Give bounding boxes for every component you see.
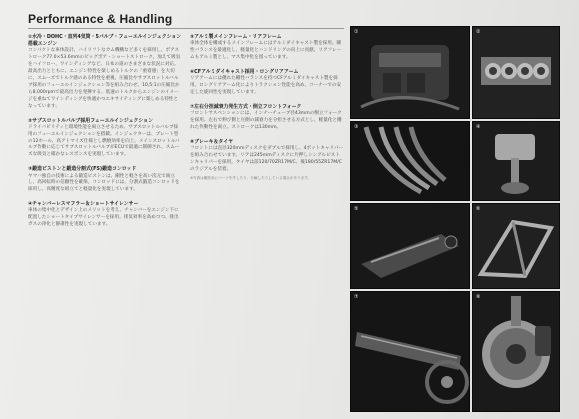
photo-piston — [472, 121, 560, 201]
title-divider — [28, 28, 344, 29]
section-heading: ④チャンバーレスマフラー＆ショートサイレンサー — [28, 201, 139, 208]
footnote: ※写真は撮影用にパーツを外したり、分解したりしている場合があります。 — [190, 175, 312, 180]
section-heading: ⑦左右分担減衰力発生方式・倒立フロントフォーク — [190, 103, 302, 110]
text-column-left — [28, 34, 182, 236]
photo-number: ② — [476, 29, 481, 35]
section-body: ドライバビリティと環境性能を両立させるため、サブスロットルバルブ採用のフューエルインジェクションを搭載。インジェクターは、プレート型の12ホール、高アトマイズ仕様とし燃焼効率を向上。メインスロットルバルブ作動に応じてサブスロットルバルブがECUで最適に制御され、スムーズな吸気と確かなレスポンスを実現しています。 — [28, 124, 180, 158]
photo-number: ⑥ — [476, 206, 481, 212]
photo-exhaust-headers — [350, 121, 470, 201]
section-body: リアアームには優れた剛性バランスを持つCFアルミダイキャスト製を採用。ロングリアアーム化によりトラクション性能を高め、コーナーでの安定した旋回性を実現しています。 — [190, 76, 342, 95]
section-front-fork — [190, 104, 344, 132]
section-brake-tire — [190, 139, 344, 181]
page-title: Performance & Handling — [28, 12, 173, 26]
photo-throttle-bodies — [472, 26, 560, 119]
section-body: 車体の集中化とデザイン上のメリットを考え、チャンバーをエンジン下に配置したショートタイプサイレンサーを採用。排気効率を高めつつ、排出ガスの浄化と静粛性を実現しています。 — [28, 208, 179, 228]
photo-brake-disc — [472, 291, 560, 412]
photo-number: ⑤ — [354, 206, 359, 212]
section-heading: ①水冷・DOHC・直列4気筒・5バルブ・フューエルインジェクション搭載エンジン — [28, 34, 182, 48]
photo-rear-arm — [350, 291, 470, 412]
section-heading: ③鍛造ピストンと鍛造分割式(FS)鍛造コンロッド — [28, 166, 137, 173]
photo-number: ① — [354, 29, 359, 35]
section-engine — [28, 34, 182, 111]
photo-grid — [350, 26, 558, 410]
section-body: コンパクトな車体設計、ハイリフトなカム機構など多くを採用し、ボアストローク77.0×53.6mmのビッグボア・ショートストローク。加えて吸気をハイフロー、ワインディングなど、日本の道のさまざまな状況に対応。最高出力とともに、エンジン特性を楽しめるトルクの「重着感」を大切に、スムーズでトルク感のある特性を重視。圧縮比やサブスロットルバルブ採用のフューエルインジェクション等を組み合わせ、10,5:1の圧縮比から8,000rpmで最高出力を発揮する。低速のトルクからエンジンのイメージを重ねてワインディングを快適かつエキサイティングに楽しめる特性となっています。 — [28, 48, 181, 109]
section-heading: ⑤アルミ製メインフレーム・リアフレーム — [190, 34, 282, 40]
photo-number: ⑧ — [476, 294, 481, 300]
section-heading: ②サブスロットルバルブ採用フューエルインジェクション — [28, 117, 153, 124]
photo-number: ③ — [354, 124, 359, 130]
section-body: ヤマハ独自の技術による鍛造ピストンは、剛性と軽さを高い次元で両立し、高回転時の信頼性を確保。コンロッドには、分割式鍛造コンロッドを採用し、高精度な組立てと軽量化を実現しています。 — [28, 173, 180, 193]
photo-number: ④ — [476, 124, 481, 130]
section-frame — [190, 34, 344, 62]
photo-frame — [472, 203, 560, 289]
section-fuel-injection — [28, 118, 182, 160]
section-heading: ⑥CFアルミダイキャスト採用・ロングリアアーム — [190, 68, 299, 75]
section-body: フロントには直径320mmディスクをダブルで採用し、4ポットキャリパーを組み合わせています。リアは245mmディスクに片押しシングルピストンキャリパーを採用。タイヤは前120/70ZR17M/C、後180/55ZR17M/Cのラジアルを装着。 — [190, 145, 344, 172]
photo-number: ⑦ — [354, 294, 359, 300]
text-column-right — [190, 34, 344, 188]
section-muffler — [28, 201, 182, 229]
section-piston — [28, 166, 182, 194]
section-heading: ⑧ブレーキ＆タイヤ — [190, 138, 233, 145]
section-body: 車体全体を構成するメインフレームにはアルミダイキャスト製を採用。剛性バランスを最適化し、軽量化とハンドリングの向上に貢献。リアフレームもアルミ製とし、マス集中化を図っています。 — [190, 41, 342, 61]
photo-muffler — [350, 203, 470, 289]
section-body: フロントサスペンションには、インナーチューブ径43mmの倒立フォークを採用。左右で伸び側と圧側の減衰力を分担させる方式とし、軽量化と優れた作動性を両立。ストロークは130mm。 — [190, 111, 342, 130]
photo-engine — [350, 26, 470, 119]
section-rear-arm — [190, 69, 344, 97]
